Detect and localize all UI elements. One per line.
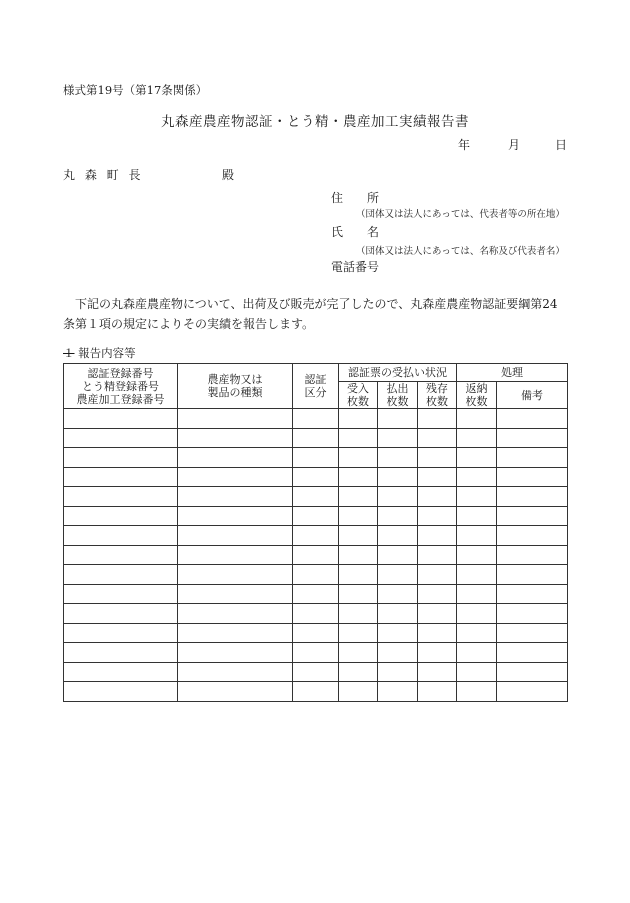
cell-paid-out-count[interactable] [378,526,418,546]
report-statement: 下記の丸森産農産物について、出荷及び販売が完了したので、丸森産農産物認証要綱第24条第１項の規定によりその実績を報告します。 [63,297,558,331]
cell-certification-class[interactable] [293,662,339,682]
cell-paid-out-count[interactable] [378,584,418,604]
cell-received-count[interactable] [339,643,378,663]
col-group-label-receipt: 認証票の受払い状況 [339,364,457,382]
cell-received-count[interactable] [339,584,378,604]
cell-product-type[interactable] [178,409,293,429]
cell-certification-class[interactable] [293,428,339,448]
cell-paid-out-count[interactable] [378,467,418,487]
cell-paid-out-count[interactable] [378,604,418,624]
cell-received-count[interactable] [339,506,378,526]
table-row [64,565,568,585]
col-certification-class [293,364,339,409]
cell-returned-count[interactable] [457,448,497,468]
cell-returned-count[interactable] [457,604,497,624]
col-returned-count [457,382,497,409]
cell-registration-number[interactable] [64,545,178,565]
cell-returned-count[interactable] [457,487,497,507]
table-row [64,467,568,487]
cell-remaining-count[interactable] [418,662,457,682]
cell-paid-out-count[interactable] [378,643,418,663]
cell-registration-number[interactable] [64,623,178,643]
cell-remaining-count[interactable] [418,428,457,448]
cell-registration-number[interactable] [64,662,178,682]
cell-certification-class[interactable] [293,643,339,663]
cell-remaining-count[interactable] [418,643,457,663]
cell-registration-number[interactable] [64,428,178,448]
cell-registration-number[interactable] [64,584,178,604]
col-certification-class-line-1: 認証 [304,373,327,386]
cell-remarks[interactable] [497,545,568,565]
cell-remaining-count[interactable] [418,506,457,526]
table-row [64,662,568,682]
cell-remarks[interactable] [497,428,568,448]
cell-certification-class[interactable] [293,623,339,643]
cell-remaining-count[interactable] [418,448,457,468]
cell-paid-out-count[interactable] [378,428,418,448]
cell-certification-class[interactable] [293,682,339,702]
cell-remaining-count[interactable] [418,584,457,604]
cell-certification-class[interactable] [293,506,339,526]
cell-received-count[interactable] [339,604,378,624]
cell-remarks[interactable] [497,467,568,487]
col-registration-line-2: とう精登録番号 [82,379,159,393]
cell-returned-count[interactable] [457,623,497,643]
cell-remarks[interactable] [497,604,568,624]
addressee-honorific: 殿 [222,168,235,182]
cell-certification-class[interactable] [293,467,339,487]
table-row [64,623,568,643]
cell-remarks[interactable] [497,565,568,585]
col-paid-out-line-2: 枚数 [386,395,409,408]
col-remarks: 備考 [497,382,568,409]
section-heading [63,345,136,361]
section-title: 報告内容等 [78,346,136,360]
col-product-type-line-1: 農産物又は [207,373,263,386]
cell-returned-count[interactable] [457,643,497,663]
cell-remaining-count[interactable] [418,487,457,507]
cell-product-type[interactable] [178,506,293,526]
cell-returned-count[interactable] [457,526,497,546]
name-note: （団体又は法人にあっては、名称及び代表者名） [356,246,565,257]
cell-received-count[interactable] [339,545,378,565]
cell-remaining-count[interactable] [418,526,457,546]
col-group-processing: 処理 [457,364,568,382]
cell-returned-count[interactable] [457,662,497,682]
cell-paid-out-count[interactable] [378,662,418,682]
cell-received-count[interactable] [339,565,378,585]
col-remaining-count [418,382,457,409]
cell-certification-class[interactable] [293,565,339,585]
cell-received-count[interactable] [339,428,378,448]
phone-label: 電話番号 [331,260,380,274]
cell-paid-out-count[interactable] [378,565,418,585]
page-title: 丸森産農産物認証・とう精・農産加工実績報告書 [161,114,469,130]
cell-registration-number[interactable] [64,604,178,624]
date-month-field[interactable]: 月 [508,138,521,152]
col-paid-out-line-1: 払出 [386,382,409,395]
table-row [64,604,568,624]
cell-product-type[interactable] [178,565,293,585]
cell-product-type[interactable] [178,448,293,468]
col-remaining-line-2: 枚数 [426,395,448,408]
cell-remarks[interactable] [497,682,568,702]
cell-remarks[interactable] [497,643,568,663]
table-row [64,448,568,468]
cell-received-count[interactable] [339,409,378,429]
cell-remaining-count[interactable] [418,545,457,565]
cell-remarks[interactable] [497,584,568,604]
cell-product-type[interactable] [178,682,293,702]
report-table [63,363,568,702]
cell-received-count[interactable] [339,662,378,682]
table-row [64,487,568,507]
cell-paid-out-count[interactable] [378,409,418,429]
cell-product-type[interactable] [178,487,293,507]
cell-certification-class[interactable] [293,526,339,546]
cell-product-type[interactable] [178,643,293,663]
cell-received-count[interactable] [339,526,378,546]
cell-registration-number[interactable] [64,565,178,585]
cell-remarks[interactable] [497,506,568,526]
col-received-line-1: 受入 [347,382,369,395]
col-registration-line-3: 農産加工登録番号 [76,392,165,406]
cell-paid-out-count[interactable] [378,448,418,468]
cell-product-type[interactable] [178,623,293,643]
col-certification-class-line-2: 区分 [304,386,327,399]
cell-returned-count[interactable] [457,506,497,526]
addressee-name: 丸 森 町 長 [63,168,144,182]
cell-registration-number[interactable] [64,506,178,526]
cell-remaining-count[interactable] [418,623,457,643]
col-received-line-2: 枚数 [347,395,369,408]
cell-returned-count[interactable] [457,545,497,565]
cell-returned-count[interactable] [457,428,497,448]
cell-registration-number[interactable] [64,448,178,468]
col-registration-line-1: 認証登録番号 [87,366,154,380]
cell-product-type[interactable] [178,545,293,565]
col-remaining-line-1: 残存 [426,382,448,395]
cell-received-count[interactable] [339,467,378,487]
col-paid-out-count [378,382,418,409]
col-product-type [178,364,293,409]
cell-returned-count[interactable] [457,584,497,604]
report-table-body [64,409,568,702]
cell-returned-count[interactable] [457,682,497,702]
cell-received-count[interactable] [339,682,378,702]
cell-product-type[interactable] [178,604,293,624]
cell-registration-number[interactable] [64,467,178,487]
cell-remaining-count[interactable] [418,565,457,585]
col-received-count [339,382,378,409]
col-returned-line-1: 返納 [465,382,488,395]
cell-product-type[interactable] [178,526,293,546]
table-row [64,409,568,429]
date-day-field[interactable]: 日 [555,138,568,152]
section-number: １ [63,346,75,360]
table-row [64,506,568,526]
table-row [64,643,568,663]
cell-certification-class[interactable] [293,448,339,468]
cell-registration-number[interactable] [64,526,178,546]
cell-product-type[interactable] [178,428,293,448]
table-row [64,526,568,546]
cell-remarks[interactable] [497,487,568,507]
cell-certification-class[interactable] [293,545,339,565]
cell-remaining-count[interactable] [418,682,457,702]
cell-returned-count[interactable] [457,467,497,487]
cell-paid-out-count[interactable] [378,682,418,702]
table-row [64,428,568,448]
cell-remaining-count[interactable] [418,467,457,487]
cell-remarks[interactable] [497,448,568,468]
cell-product-type[interactable] [178,467,293,487]
cell-received-count[interactable] [339,487,378,507]
cell-paid-out-count[interactable] [378,506,418,526]
cell-remarks[interactable] [497,623,568,643]
col-registration-number [64,364,178,409]
cell-remarks[interactable] [497,409,568,429]
cell-returned-count[interactable] [457,409,497,429]
table-row [64,584,568,604]
cell-certification-class[interactable] [293,487,339,507]
table-row [64,545,568,565]
cell-received-count[interactable] [339,448,378,468]
cell-returned-count[interactable] [457,565,497,585]
cell-registration-number[interactable] [64,487,178,507]
cell-paid-out-count[interactable] [378,487,418,507]
col-returned-line-2: 枚数 [465,395,488,408]
address-note: （団体又は法人にあっては、代表者等の所在地） [356,209,565,220]
cell-registration-number[interactable] [64,643,178,663]
cell-paid-out-count[interactable] [378,623,418,643]
form-number: 様式第19号（第17条関係） [63,83,208,97]
cell-product-type[interactable] [178,662,293,682]
col-product-type-line-2: 製品の種類 [207,386,263,399]
cell-product-type[interactable] [178,584,293,604]
cell-remaining-count[interactable] [418,409,457,429]
address-label: 住 所 [331,191,380,205]
cell-certification-class[interactable] [293,604,339,624]
cell-remarks[interactable] [497,662,568,682]
date-year-field[interactable]: 年 [458,138,471,152]
cell-paid-out-count[interactable] [378,545,418,565]
cell-remarks[interactable] [497,526,568,546]
name-label: 氏 名 [331,225,380,239]
cell-registration-number[interactable] [64,682,178,702]
cell-received-count[interactable] [339,623,378,643]
cell-remaining-count[interactable] [418,604,457,624]
cell-certification-class[interactable] [293,409,339,429]
cell-certification-class[interactable] [293,584,339,604]
table-row [64,682,568,702]
cell-registration-number[interactable] [64,409,178,429]
